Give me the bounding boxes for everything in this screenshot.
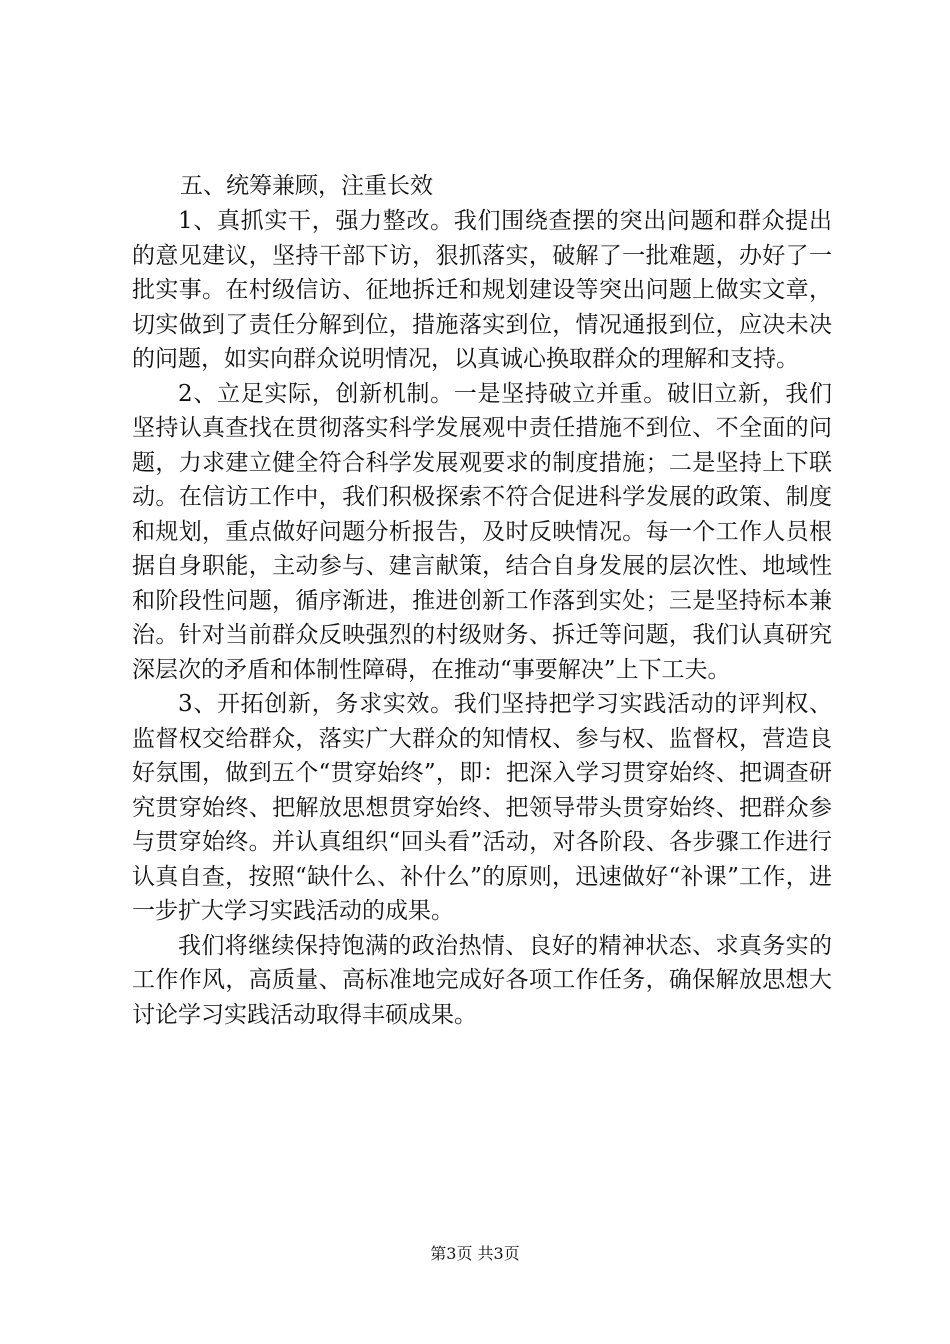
paragraph-2: 2、立足实际，创新机制。一是坚持破立并重。破旧立新，我们坚持认真查找在贯彻落实科学发展观中责任措施不到位、不全面的问题，力求建立健全符合科学发展观要求的制度措施；二是坚持上下联动。在信访工作中，我们积极探索不符合促进科学发展的政策、制度和规划，重点做好问题分析报告，及时反映情况。每一个工作人员根据自身职能，主动参与、建言献策，结合自身发展的层次性、地域性和阶段性问题，循序渐进，推进创新工作落到实处；三是坚持标本兼治。针对当前群众反映强烈的村级财务、拆迁等问题，我们认真研究深层次的矛盾和体制性障碍，在推动“事要解决”上下工夫。 — [132, 380, 832, 683]
paragraph-1: 1、真抓实干，强力整改。我们围绕查摆的突出问题和群众提出的意见建议，坚持干部下访，狠抓落实，破解了一批难题，办好了一批实事。在村级信访、征地拆迁和规划建设等突出问题上做实文章，切实做到了责任分解到位，措施落实到位，情况通报到位，应决未决的问题，如实向群众说明情况，以真诚心换取群众的理解和支持。 — [132, 208, 832, 372]
page-number-footer: 第3页 共3页 — [430, 1244, 520, 1263]
document-body — [132, 169, 832, 1032]
paragraph-3: 3、开拓创新，务求实效。我们坚持把学习实践活动的评判权、监督权交给群众，落实广大群众的知情权、参与权、监督权，营造良好氛围，做到五个“贯穿始终”，即：把深入学习贯穿始终、把调查研究贯穿始终、把解放思想贯穿始终、把领导带头贯穿始终、把群众参与贯穿始终。并认真组织“回头看”活动，对各阶段、各步骤工作进行认真自查，按照“缺什么、补什么”的原则，迅速做好“补课”工作，进一步扩大学习实践活动的成果。 — [132, 691, 832, 924]
paragraph-4: 我们将继续保持饱满的政治热情、良好的精神状态、求真务实的工作作风，高质量、高标准地完成好各项工作任务，确保解放思想大讨论学习实践活动取得丰硕成果。 — [132, 932, 832, 1028]
section-heading: 五、统筹兼顾，注重长效 — [180, 173, 433, 199]
